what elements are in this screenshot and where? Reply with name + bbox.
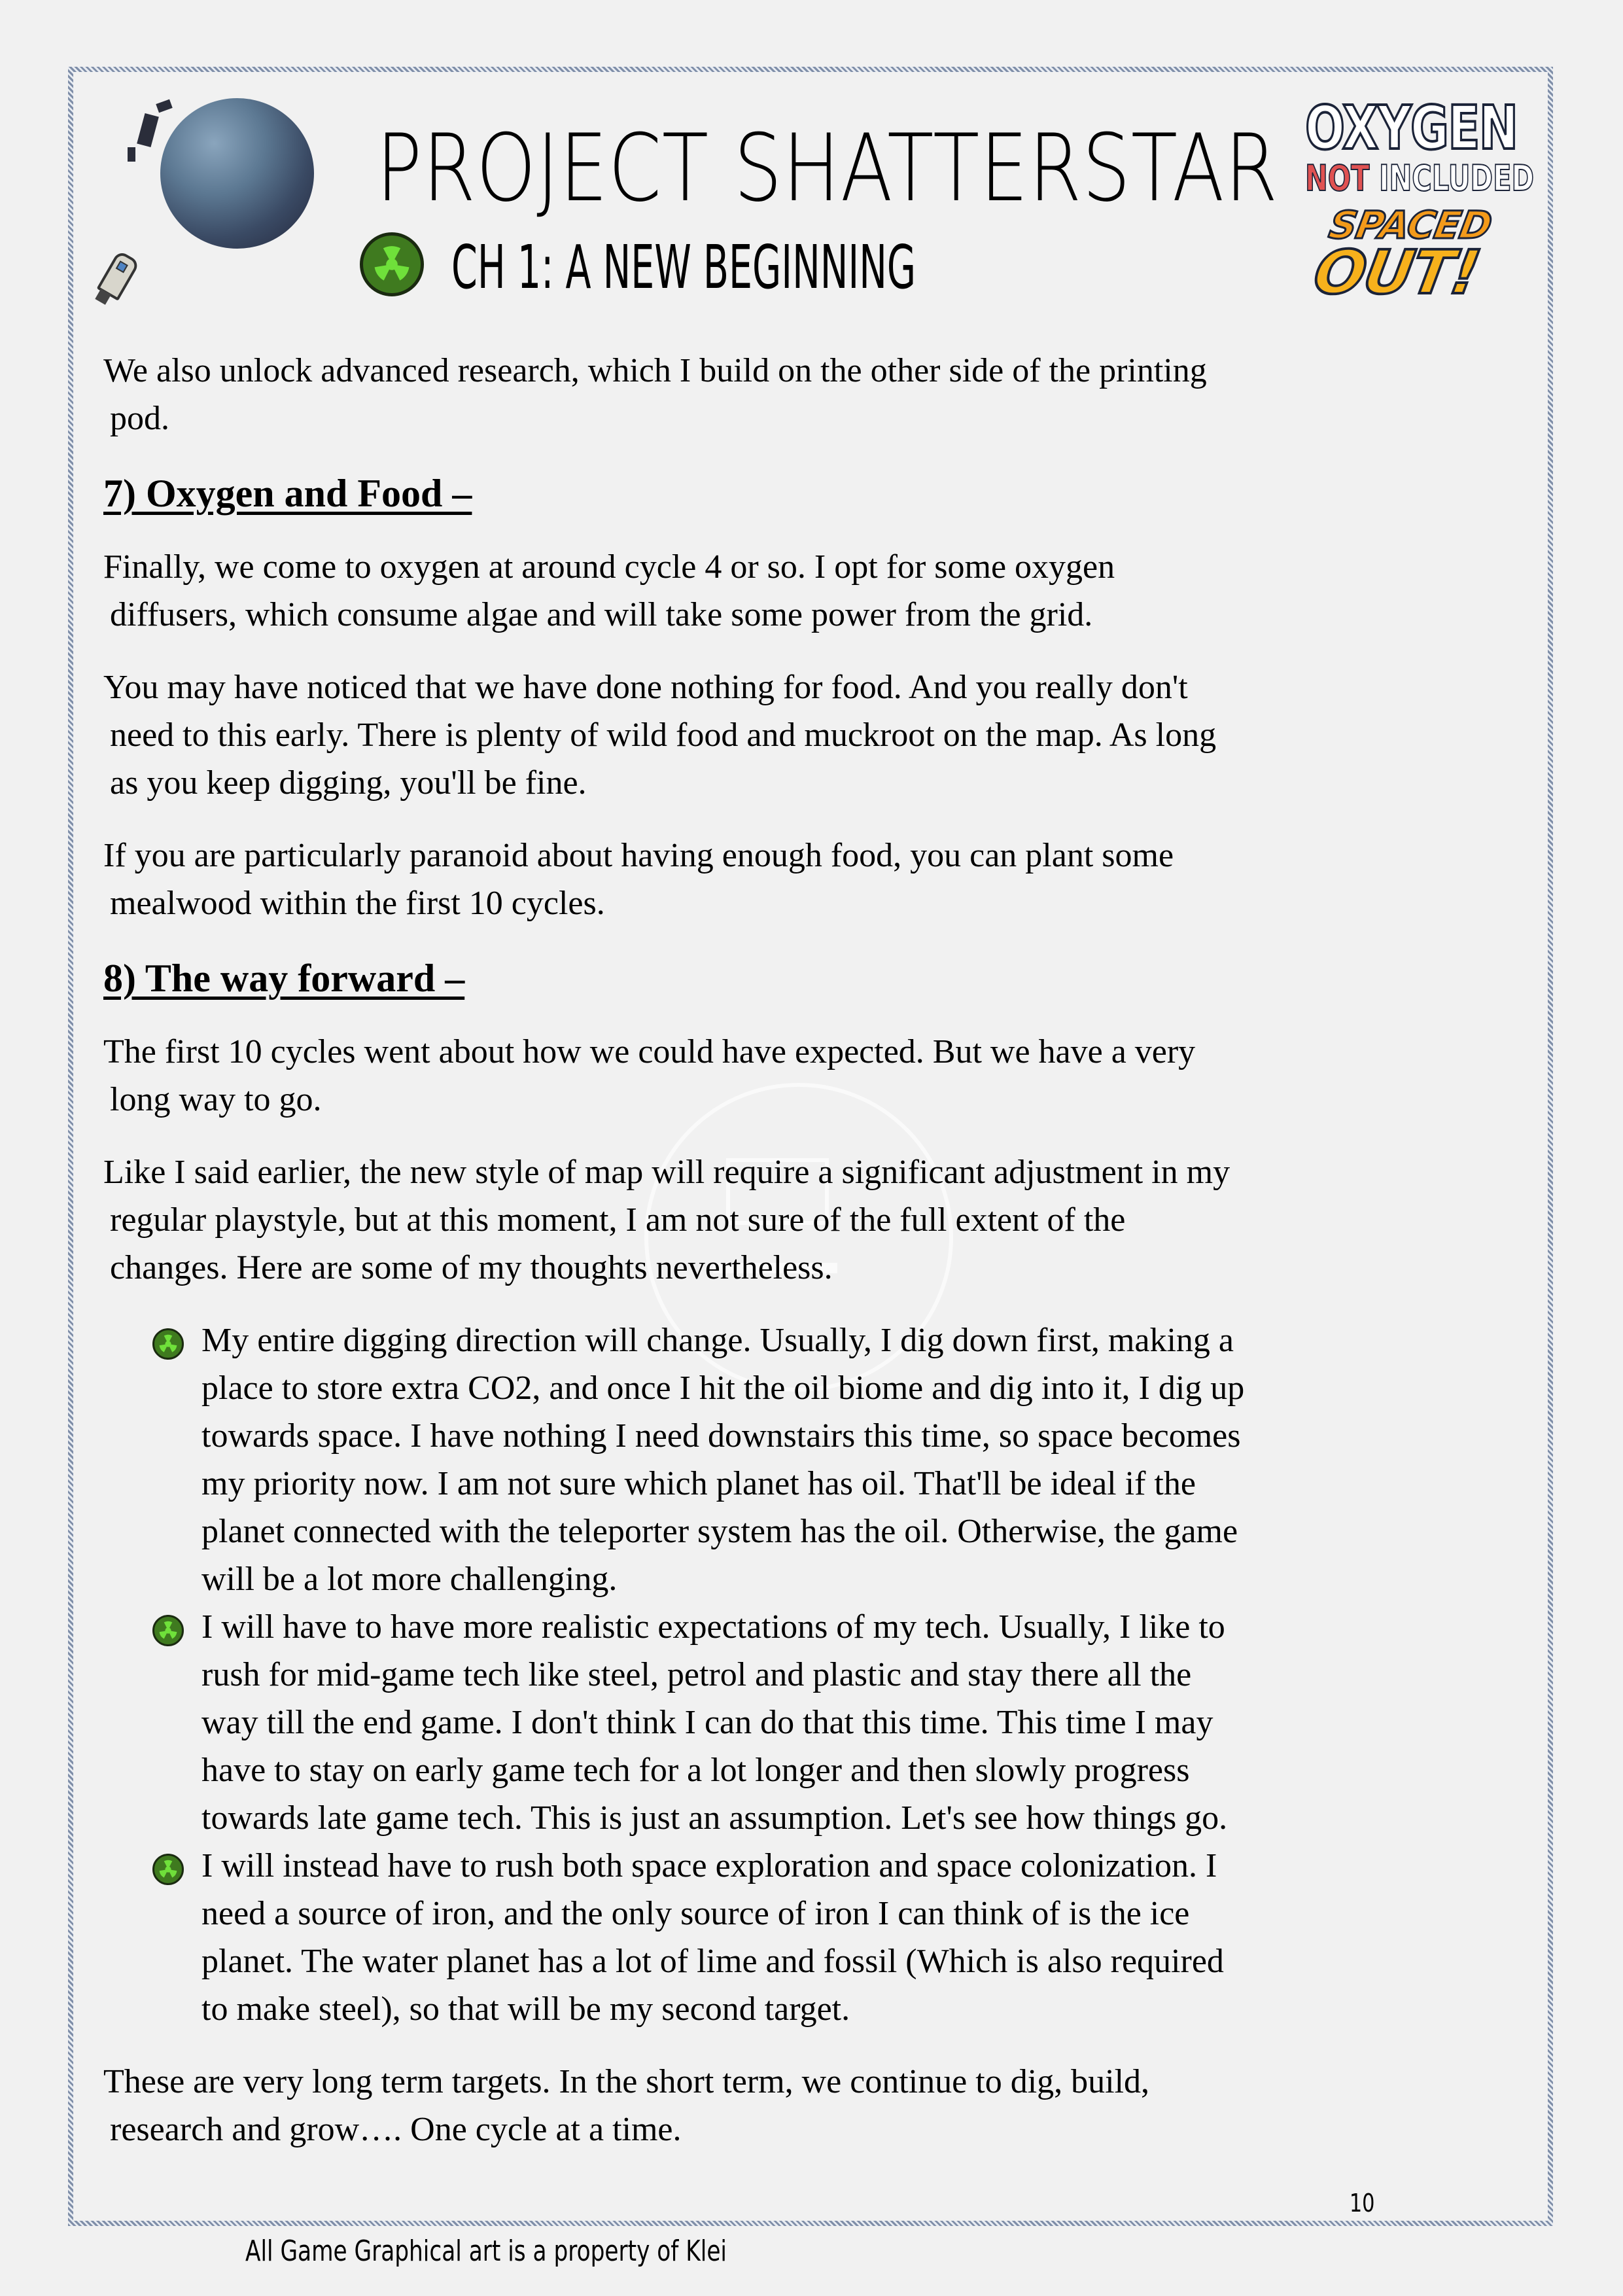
- paragraph: [103, 832, 1412, 927]
- text-line: need a source of iron, and the only source of iron I can think of is the ice: [201, 1895, 1190, 1932]
- text-line: need to this early. There is plenty of wild food and muckroot on the map. As long: [110, 716, 1217, 754]
- section-heading-8: 8) The way forward –: [103, 957, 465, 1000]
- paragraph: [103, 663, 1412, 807]
- radiation-bullet-icon: [152, 1328, 184, 1360]
- text-line: long way to go.: [110, 1081, 322, 1118]
- paragraph: [103, 1028, 1412, 1123]
- page-title: PROJECT SHATTERSTAR: [376, 115, 1279, 222]
- text-line: diffusers, which consume algae and will take some power from the grid.: [110, 596, 1093, 633]
- bullet-item: [103, 1316, 1412, 1603]
- footer-credit: All Game Graphical art is a property of Klei: [245, 2234, 727, 2268]
- text-line: We also unlock advanced research, which I build on the other side of the printing: [103, 352, 1207, 389]
- text-line: research and grow…. One cycle at a time.: [110, 2111, 682, 2148]
- planet-shard-icon: [128, 147, 135, 162]
- text-line: will be a lot more challenging.: [201, 1561, 618, 1598]
- text-line: mealwood within the first 10 cycles.: [110, 885, 605, 922]
- text-line: towards space. I have nothing I need downstairs this time, so space becomes: [201, 1417, 1241, 1455]
- text-line: rush for mid-game tech like steel, petrol and plastic and stay there all the: [201, 1656, 1192, 1693]
- text-line: My entire digging direction will change. Usually, I dig down first, making a: [201, 1322, 1234, 1359]
- document-body: [103, 347, 1412, 2178]
- paragraph: [103, 1148, 1412, 1292]
- text-line: You may have noticed that we have done nothing for food. And you really don't: [103, 669, 1188, 706]
- text-line: The first 10 cycles went about how we could have expected. But we have a very: [103, 1033, 1196, 1070]
- text-line: If you are particularly paranoid about having enough food, you can plant some: [103, 837, 1174, 874]
- text-line: pod.: [110, 400, 169, 437]
- text-line: regular playstyle, but at this moment, I am not sure of the full extent of the: [110, 1201, 1126, 1239]
- radiation-bullet-icon: [152, 1854, 184, 1885]
- planet-icon: [160, 98, 314, 249]
- text-line: to make steel), so that will be my second target.: [201, 1990, 850, 2028]
- page-number: 10: [1349, 2189, 1375, 2217]
- text-line: Finally, we come to oxygen at around cycle 4 or so. I opt for some oxygen: [103, 548, 1115, 586]
- text-line: way till the end game. I don't think I can do that this time. This time I may: [201, 1704, 1213, 1741]
- section-heading-7: 7) Oxygen and Food –: [103, 472, 472, 515]
- spaced-out-logo: [1308, 203, 1495, 308]
- text-line: I will have to have more realistic expectations of my tech. Usually, I like to: [201, 1608, 1225, 1646]
- text-line: have to stay on early game tech for a lot longer and then slowly progress: [201, 1752, 1190, 1789]
- text-line: as you keep digging, you'll be fine.: [110, 764, 587, 802]
- radiation-bullet-icon: [152, 1615, 184, 1646]
- logo-out: OUT!: [1308, 238, 1484, 308]
- closing-paragraph: [103, 2058, 1412, 2153]
- text-line: I will instead have to rush both space exploration and space colonization. I: [201, 1847, 1217, 1884]
- radiation-icon: [360, 232, 424, 296]
- oxygen-not-included-logo: [1305, 93, 1603, 199]
- paragraph: [103, 543, 1412, 639]
- bullet-item: [103, 1842, 1412, 2033]
- logo-included: INCLUDED: [1378, 158, 1535, 199]
- logo-not: NOT: [1305, 158, 1370, 199]
- text-line: changes. Here are some of my thoughts nevertheless.: [110, 1249, 833, 1286]
- text-line: Like I said earlier, the new style of map will require a significant adjustment in my: [103, 1154, 1230, 1191]
- bullet-item: [103, 1603, 1412, 1842]
- text-line: planet. The water planet has a lot of lime and fossil (Which is also required: [201, 1943, 1224, 1980]
- text-line: These are very long term targets. In the short term, we continue to dig, build,: [103, 2063, 1150, 2100]
- logo-spaced: SPACED: [1325, 203, 1495, 247]
- intro-paragraph: [103, 347, 1412, 442]
- text-line: planet connected with the teleporter system has the oil. Otherwise, the game: [201, 1513, 1238, 1550]
- logo-oxygen: OXYGEN: [1305, 93, 1518, 163]
- text-line: towards late game tech. This is just an assumption. Let's see how things go.: [201, 1799, 1228, 1837]
- text-line: place to store extra CO2, and once I hit the oil biome and dig into it, I dig up: [201, 1369, 1245, 1407]
- chapter-subtitle: CH 1: A NEW BEGINNING: [451, 232, 916, 302]
- bullet-list: [103, 1316, 1412, 2033]
- text-line: my priority now. I am not sure which planet has oil. That'll be ideal if the: [201, 1465, 1196, 1502]
